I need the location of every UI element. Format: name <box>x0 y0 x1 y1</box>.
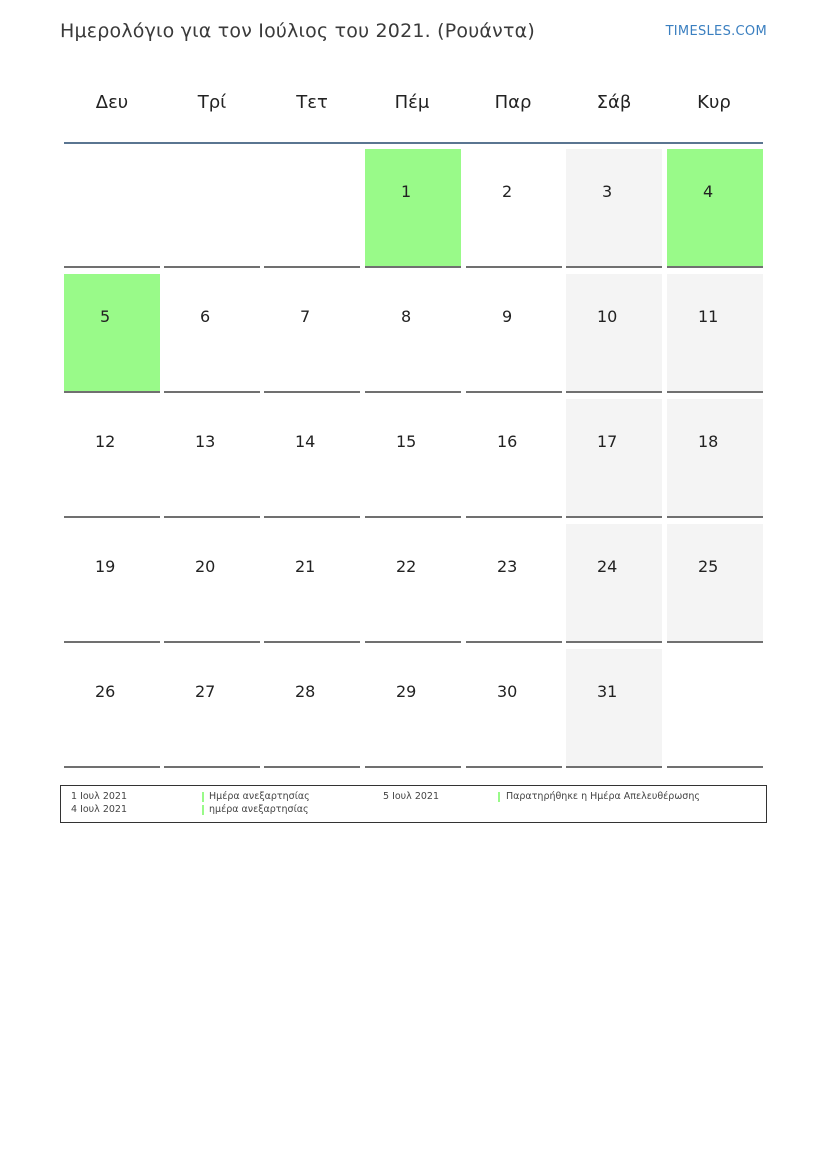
holiday-color-marker <box>498 792 500 802</box>
weekday-header <box>64 78 764 130</box>
day-number: 24 <box>597 557 618 576</box>
calendar-day[interactable] <box>264 524 360 643</box>
calendar-empty-cell <box>164 149 260 268</box>
day-number: 8 <box>401 307 412 326</box>
day-number: 16 <box>497 432 518 451</box>
calendar-day[interactable] <box>566 149 662 268</box>
calendar-empty-cell <box>64 149 160 268</box>
calendar-day[interactable] <box>566 649 662 768</box>
calendar-day[interactable] <box>264 649 360 768</box>
day-number: 12 <box>95 432 116 451</box>
legend-date: 1 Ιουλ 2021 <box>71 791 127 802</box>
day-number: 3 <box>602 182 613 201</box>
holiday-legend <box>60 785 767 823</box>
calendar-day[interactable] <box>566 524 662 643</box>
calendar-day[interactable] <box>64 649 160 768</box>
calendar-day[interactable] <box>566 274 662 393</box>
calendar-day[interactable] <box>164 274 260 393</box>
site-link[interactable]: TIMESLES.COM <box>665 24 767 39</box>
calendar-day[interactable] <box>264 399 360 518</box>
day-number: 9 <box>502 307 513 326</box>
calendar-day[interactable] <box>566 399 662 518</box>
legend-holiday-name: Παρατηρήθηκε η Ημέρα Απελευθέρωσης <box>506 791 700 802</box>
calendar-day-holiday[interactable] <box>365 149 461 268</box>
legend-holiday-name: ημέρα ανεξαρτησίας <box>209 804 309 815</box>
calendar-day[interactable] <box>365 524 461 643</box>
day-number: 17 <box>597 432 618 451</box>
day-number: 18 <box>698 432 719 451</box>
calendar-day[interactable] <box>64 399 160 518</box>
calendar-empty-cell <box>264 149 360 268</box>
day-number: 4 <box>703 182 714 201</box>
calendar-day[interactable] <box>264 274 360 393</box>
day-number: 1 <box>401 182 412 201</box>
day-number: 21 <box>295 557 316 576</box>
weekday-fri: Παρ <box>494 92 532 113</box>
calendar-day[interactable] <box>667 524 763 643</box>
day-number: 13 <box>195 432 216 451</box>
day-number: 25 <box>698 557 719 576</box>
legend-date: 4 Ιουλ 2021 <box>71 804 127 815</box>
calendar-day[interactable] <box>466 274 562 393</box>
calendar-day[interactable] <box>64 524 160 643</box>
day-number: 26 <box>95 682 116 701</box>
calendar-day-holiday[interactable] <box>64 274 160 393</box>
weekday-sun: Κυρ <box>697 92 731 113</box>
calendar-empty-cell <box>667 649 763 768</box>
legend-holiday-name: Ημέρα ανεξαρτησίας <box>209 791 310 802</box>
day-number: 5 <box>100 307 111 326</box>
day-number: 31 <box>597 682 618 701</box>
day-number: 19 <box>95 557 116 576</box>
day-number: 30 <box>497 682 518 701</box>
calendar-day[interactable] <box>667 274 763 393</box>
day-number: 27 <box>195 682 216 701</box>
day-number: 29 <box>396 682 417 701</box>
calendar-day-holiday[interactable] <box>667 149 763 268</box>
header-divider <box>64 142 763 144</box>
weekday-tue: Τρί <box>197 92 227 113</box>
day-number: 22 <box>396 557 417 576</box>
calendar-day[interactable] <box>164 649 260 768</box>
calendar-day[interactable] <box>365 274 461 393</box>
holiday-color-marker <box>202 805 204 815</box>
weekday-mon: Δευ <box>95 92 129 113</box>
day-number: 28 <box>295 682 316 701</box>
calendar-day[interactable] <box>164 524 260 643</box>
calendar-day[interactable] <box>466 649 562 768</box>
legend-date: 5 Ιουλ 2021 <box>383 791 439 802</box>
calendar-day[interactable] <box>667 399 763 518</box>
day-number: 7 <box>300 307 311 326</box>
weekday-sat: Σάβ <box>596 92 632 113</box>
calendar-day[interactable] <box>164 399 260 518</box>
day-number: 15 <box>396 432 417 451</box>
day-number: 2 <box>502 182 513 201</box>
calendar-day[interactable] <box>365 399 461 518</box>
weekday-wed: Τετ <box>296 92 328 113</box>
day-number: 14 <box>295 432 316 451</box>
day-number: 20 <box>195 557 216 576</box>
day-number: 11 <box>698 307 719 326</box>
page-title: Ημερολόγιο για τον Ιούλιος του 2021. (Ρουάντα) <box>60 20 535 42</box>
day-number: 6 <box>200 307 211 326</box>
calendar-day[interactable] <box>466 399 562 518</box>
day-number: 10 <box>597 307 618 326</box>
calendar-day[interactable] <box>365 649 461 768</box>
day-number: 23 <box>497 557 518 576</box>
holiday-color-marker <box>202 792 204 802</box>
calendar-day[interactable] <box>466 524 562 643</box>
weekday-thu: Πέμ <box>394 92 430 113</box>
calendar-day[interactable] <box>466 149 562 268</box>
